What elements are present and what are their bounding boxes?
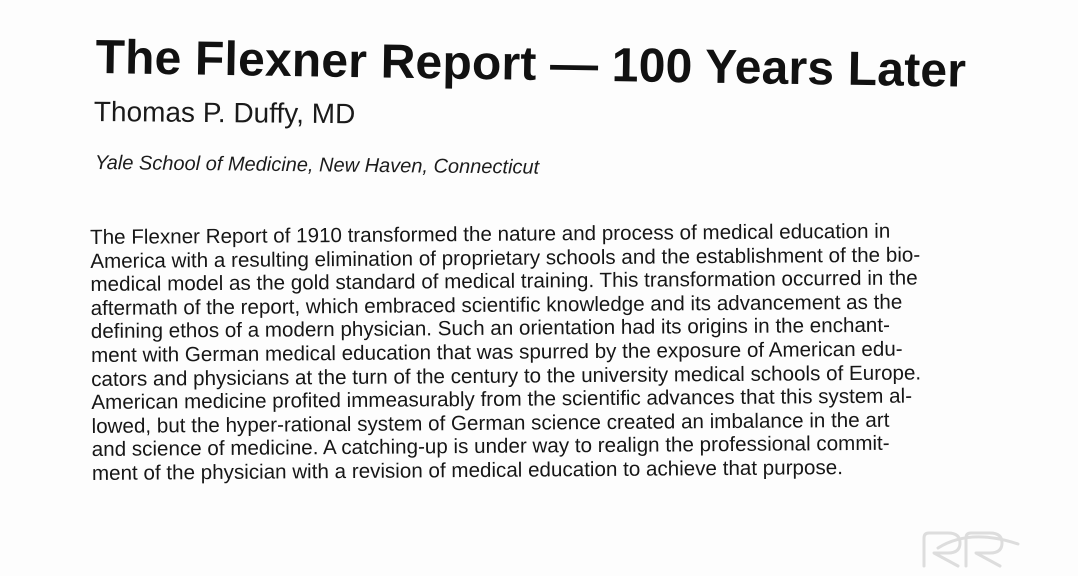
abstract-line: America with a resulting elimination of proprietary schools and the establishment of the bio- bbox=[90, 243, 921, 273]
paper-title: The Flexner Report — 100 Years Later bbox=[95, 30, 967, 98]
channel-logo-icon bbox=[918, 530, 1022, 568]
abstract-line: aftermath of the report, which embraced scientific knowledge and its advancement as the bbox=[90, 290, 903, 320]
author-name: Thomas P. Duffy, MD bbox=[93, 96, 356, 130]
abstract-line: ment with German medical education that was spurred by the exposure of American edu- bbox=[90, 337, 903, 367]
abstract-line: cators and physicians at the turn of the century to the university medical schools of Europe. bbox=[91, 361, 922, 391]
author-affiliation: Yale School of Medicine, New Haven, Connecticut bbox=[94, 152, 540, 179]
abstract-line: and science of medicine. A catching-up is under way to realign the professional commit- bbox=[91, 432, 890, 462]
abstract-line: medical model as the gold standard of medical training. This transformation occurred in the bbox=[90, 266, 918, 297]
abstract-line: lowed, but the hyper-rational system of German science created an imbalance in the art bbox=[91, 408, 890, 438]
abstract bbox=[90, 219, 1012, 486]
abstract-line: American medicine profited immeasurably from the scientific advances that this system al- bbox=[91, 384, 913, 415]
abstract-line: ment of the physician with a revision of medical education to achieve that purpose. bbox=[91, 456, 843, 485]
abstract-line: defining ethos of a modern physician. Such an orientation had its origins in the enchant- bbox=[90, 314, 890, 344]
abstract-line: The Flexner Report of 1910 transformed the nature and process of medical education in bbox=[90, 219, 891, 249]
